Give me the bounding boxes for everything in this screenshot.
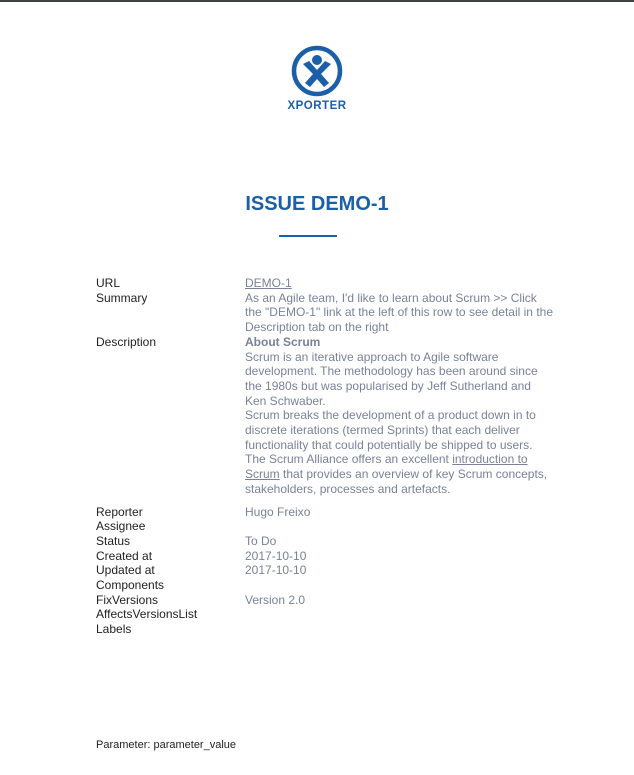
- field-reporter: [96, 505, 555, 520]
- field-affects-versions: [96, 607, 555, 622]
- description-paragraph: [245, 452, 555, 496]
- logo-text: XPORTER: [287, 100, 347, 112]
- field-label: URL: [96, 276, 121, 290]
- text: The Scrum Alliance offers an excellent: [245, 452, 453, 467]
- field-labels: [96, 622, 555, 637]
- top-border: [0, 0, 634, 2]
- page-title: ISSUE DEMO-1: [245, 193, 389, 215]
- xporter-logo-icon: [291, 45, 343, 97]
- field-value: 2017-10-10: [245, 548, 307, 563]
- field-label: Components: [96, 578, 165, 593]
- field-value: 2017-10-10: [245, 563, 307, 578]
- field-value: [245, 578, 555, 593]
- field-label: Reporter: [96, 504, 143, 519]
- description-paragraph: Scrum is an iterative approach to Agile software development. The methodology has been around since the 1980s but was popularised by Jeff Sutherland and Ken Schwaber.: [245, 349, 538, 408]
- field-value: Hugo Freixo: [245, 504, 311, 519]
- field-value: To Do: [245, 533, 277, 548]
- field-value: [245, 607, 555, 622]
- field-value: Version 2.0: [245, 592, 306, 607]
- field-fixversions: [96, 593, 555, 608]
- field-description: [96, 335, 555, 497]
- text: that provides an overview of key Scrum concepts, stakeholders, processes and artefacts.: [245, 467, 548, 496]
- field-label: Updated at: [96, 563, 155, 578]
- field-label: AffectsVersionsList: [96, 607, 198, 622]
- field-components: [96, 578, 555, 593]
- field-label: Labels: [96, 622, 132, 637]
- field-value: As an Agile team, I'd like to learn about Scrum >> Click the "DEMO-1" link at the left of this row to see detail in the Description tab on the right: [245, 290, 553, 335]
- footer-parameter: Parameter: parameter_value: [96, 739, 237, 751]
- field-summary: [96, 291, 555, 335]
- title-underline: [279, 235, 337, 237]
- field-updated: [96, 563, 555, 578]
- field-url: [96, 276, 555, 291]
- issue-fields: [96, 276, 555, 637]
- field-label: FixVersions: [96, 592, 159, 607]
- issue-link[interactable]: DEMO-1: [245, 276, 292, 290]
- field-value: [245, 622, 555, 637]
- field-label: Assignee: [96, 519, 146, 534]
- field-label: Summary: [96, 290, 148, 305]
- field-label: Description: [96, 334, 157, 349]
- description-heading: About Scrum: [245, 334, 321, 349]
- scrum-intro-link[interactable]: introduction to Scrum: [245, 452, 528, 482]
- field-label: Status: [96, 533, 131, 548]
- description-paragraph: Scrum breaks the development of a product down in to discrete iterations (termed Sprints) that each deliver functionality that could potentially be shipped to users.: [245, 408, 536, 452]
- xporter-logo: [281, 45, 353, 112]
- field-label: Created at: [96, 548, 153, 563]
- field-status: [96, 534, 555, 549]
- field-assignee: [96, 519, 555, 534]
- field-value: [245, 519, 555, 534]
- field-created: [96, 549, 555, 564]
